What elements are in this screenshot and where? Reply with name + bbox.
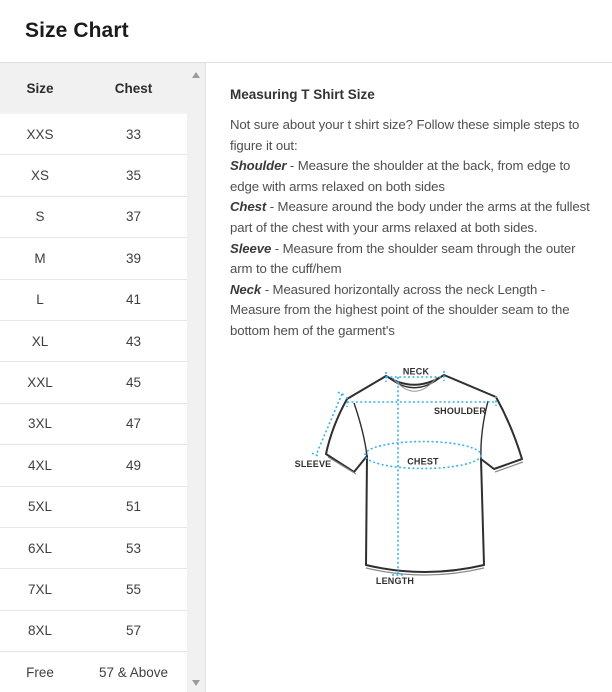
- size-cell: 4XL: [27, 457, 53, 473]
- size-table-header: [0, 63, 187, 114]
- chest-cell: 51: [125, 499, 142, 515]
- measure-term: Shoulder: [230, 158, 287, 174]
- size-cell: 5XL: [27, 499, 53, 515]
- chest-cell: 55: [125, 581, 142, 597]
- chest-cell: 33: [125, 126, 142, 142]
- table-row: [0, 238, 187, 279]
- chest-cell: 37: [125, 209, 142, 225]
- instruction-text: - Measured horizontally across the neck Length - Measure from the highest point of the shoulder seam to the bottom hem of the garment's: [230, 281, 570, 338]
- table-row: [0, 404, 187, 445]
- measure-term: Sleeve: [230, 240, 272, 256]
- size-cell: 3XL: [27, 416, 53, 432]
- instruction-text: - Measure from the shoulder seam through the outer arm to the cuff/hem: [230, 240, 576, 277]
- table-row: [0, 569, 187, 610]
- size-table-rows: [0, 114, 187, 692]
- table-row: [0, 652, 187, 692]
- table-row: [0, 280, 187, 321]
- size-cell: M: [34, 250, 46, 266]
- table-row: [0, 197, 187, 238]
- page-title: Size Chart: [25, 19, 129, 42]
- diagram-container: [230, 362, 598, 594]
- chest-cell: 53: [125, 540, 142, 556]
- chest-cell: 47: [125, 416, 142, 432]
- table-row: [0, 445, 187, 486]
- instruction-text: Not sure about your t shirt size? Follow these simple steps to figure it out:: [230, 117, 580, 153]
- table-row: [0, 362, 187, 403]
- size-table: [0, 63, 187, 692]
- table-row: [0, 114, 187, 155]
- chest-cell: 57: [125, 623, 142, 639]
- instructions-panel: [205, 63, 612, 692]
- size-cell: Free: [26, 664, 54, 680]
- sleeve-label: SLEEVE: [294, 458, 332, 469]
- scroll-down-icon[interactable]: [192, 680, 200, 686]
- size-cell: XS: [30, 168, 49, 184]
- table-row: [0, 528, 187, 569]
- chest-cell: 41: [125, 292, 142, 308]
- scroll-up-icon[interactable]: [192, 72, 200, 78]
- instruction-text: - Measure around the body under the arms at the fullest part of the chest with your arms relaxed at both sides.: [230, 199, 590, 235]
- column-header-chest: Chest: [114, 81, 153, 96]
- chest-cell: 49: [125, 457, 142, 473]
- instructions-heading: Measuring T Shirt Size: [230, 87, 375, 102]
- size-cell: XL: [31, 333, 49, 349]
- measure-term: Chest: [230, 199, 267, 215]
- content-area: [0, 62, 612, 692]
- chest-cell: 57 & Above: [98, 664, 169, 680]
- measure-term: Neck: [230, 281, 262, 297]
- length-label: LENGTH: [375, 575, 415, 586]
- chest-cell: 43: [125, 333, 142, 349]
- chest-label: CHEST: [407, 456, 439, 467]
- size-cell: 8XL: [27, 623, 53, 639]
- instruction-text: - Measure the shoulder at the back, from edge to edge with arms relaxed on both sides: [230, 158, 571, 194]
- neck-label: NECK: [402, 366, 430, 377]
- table-scrollbar[interactable]: [187, 63, 205, 692]
- table-row: [0, 155, 187, 196]
- instructions-paragraph: [230, 115, 598, 342]
- chest-cell: 35: [125, 168, 142, 184]
- size-cell: S: [35, 209, 45, 225]
- chest-cell: 39: [125, 250, 142, 266]
- table-row: [0, 611, 187, 652]
- size-cell: L: [36, 292, 44, 308]
- title-bar: [0, 0, 612, 62]
- table-row: [0, 321, 187, 362]
- tshirt-diagram: [276, 362, 552, 594]
- column-header-size: Size: [26, 81, 54, 96]
- shoulder-label: SHOULDER: [433, 405, 487, 416]
- size-cell: 6XL: [27, 540, 53, 556]
- size-cell: XXS: [26, 126, 54, 142]
- table-row: [0, 487, 187, 528]
- chest-cell: 45: [125, 375, 142, 391]
- size-cell: 7XL: [27, 581, 53, 597]
- size-cell: XXL: [27, 375, 53, 391]
